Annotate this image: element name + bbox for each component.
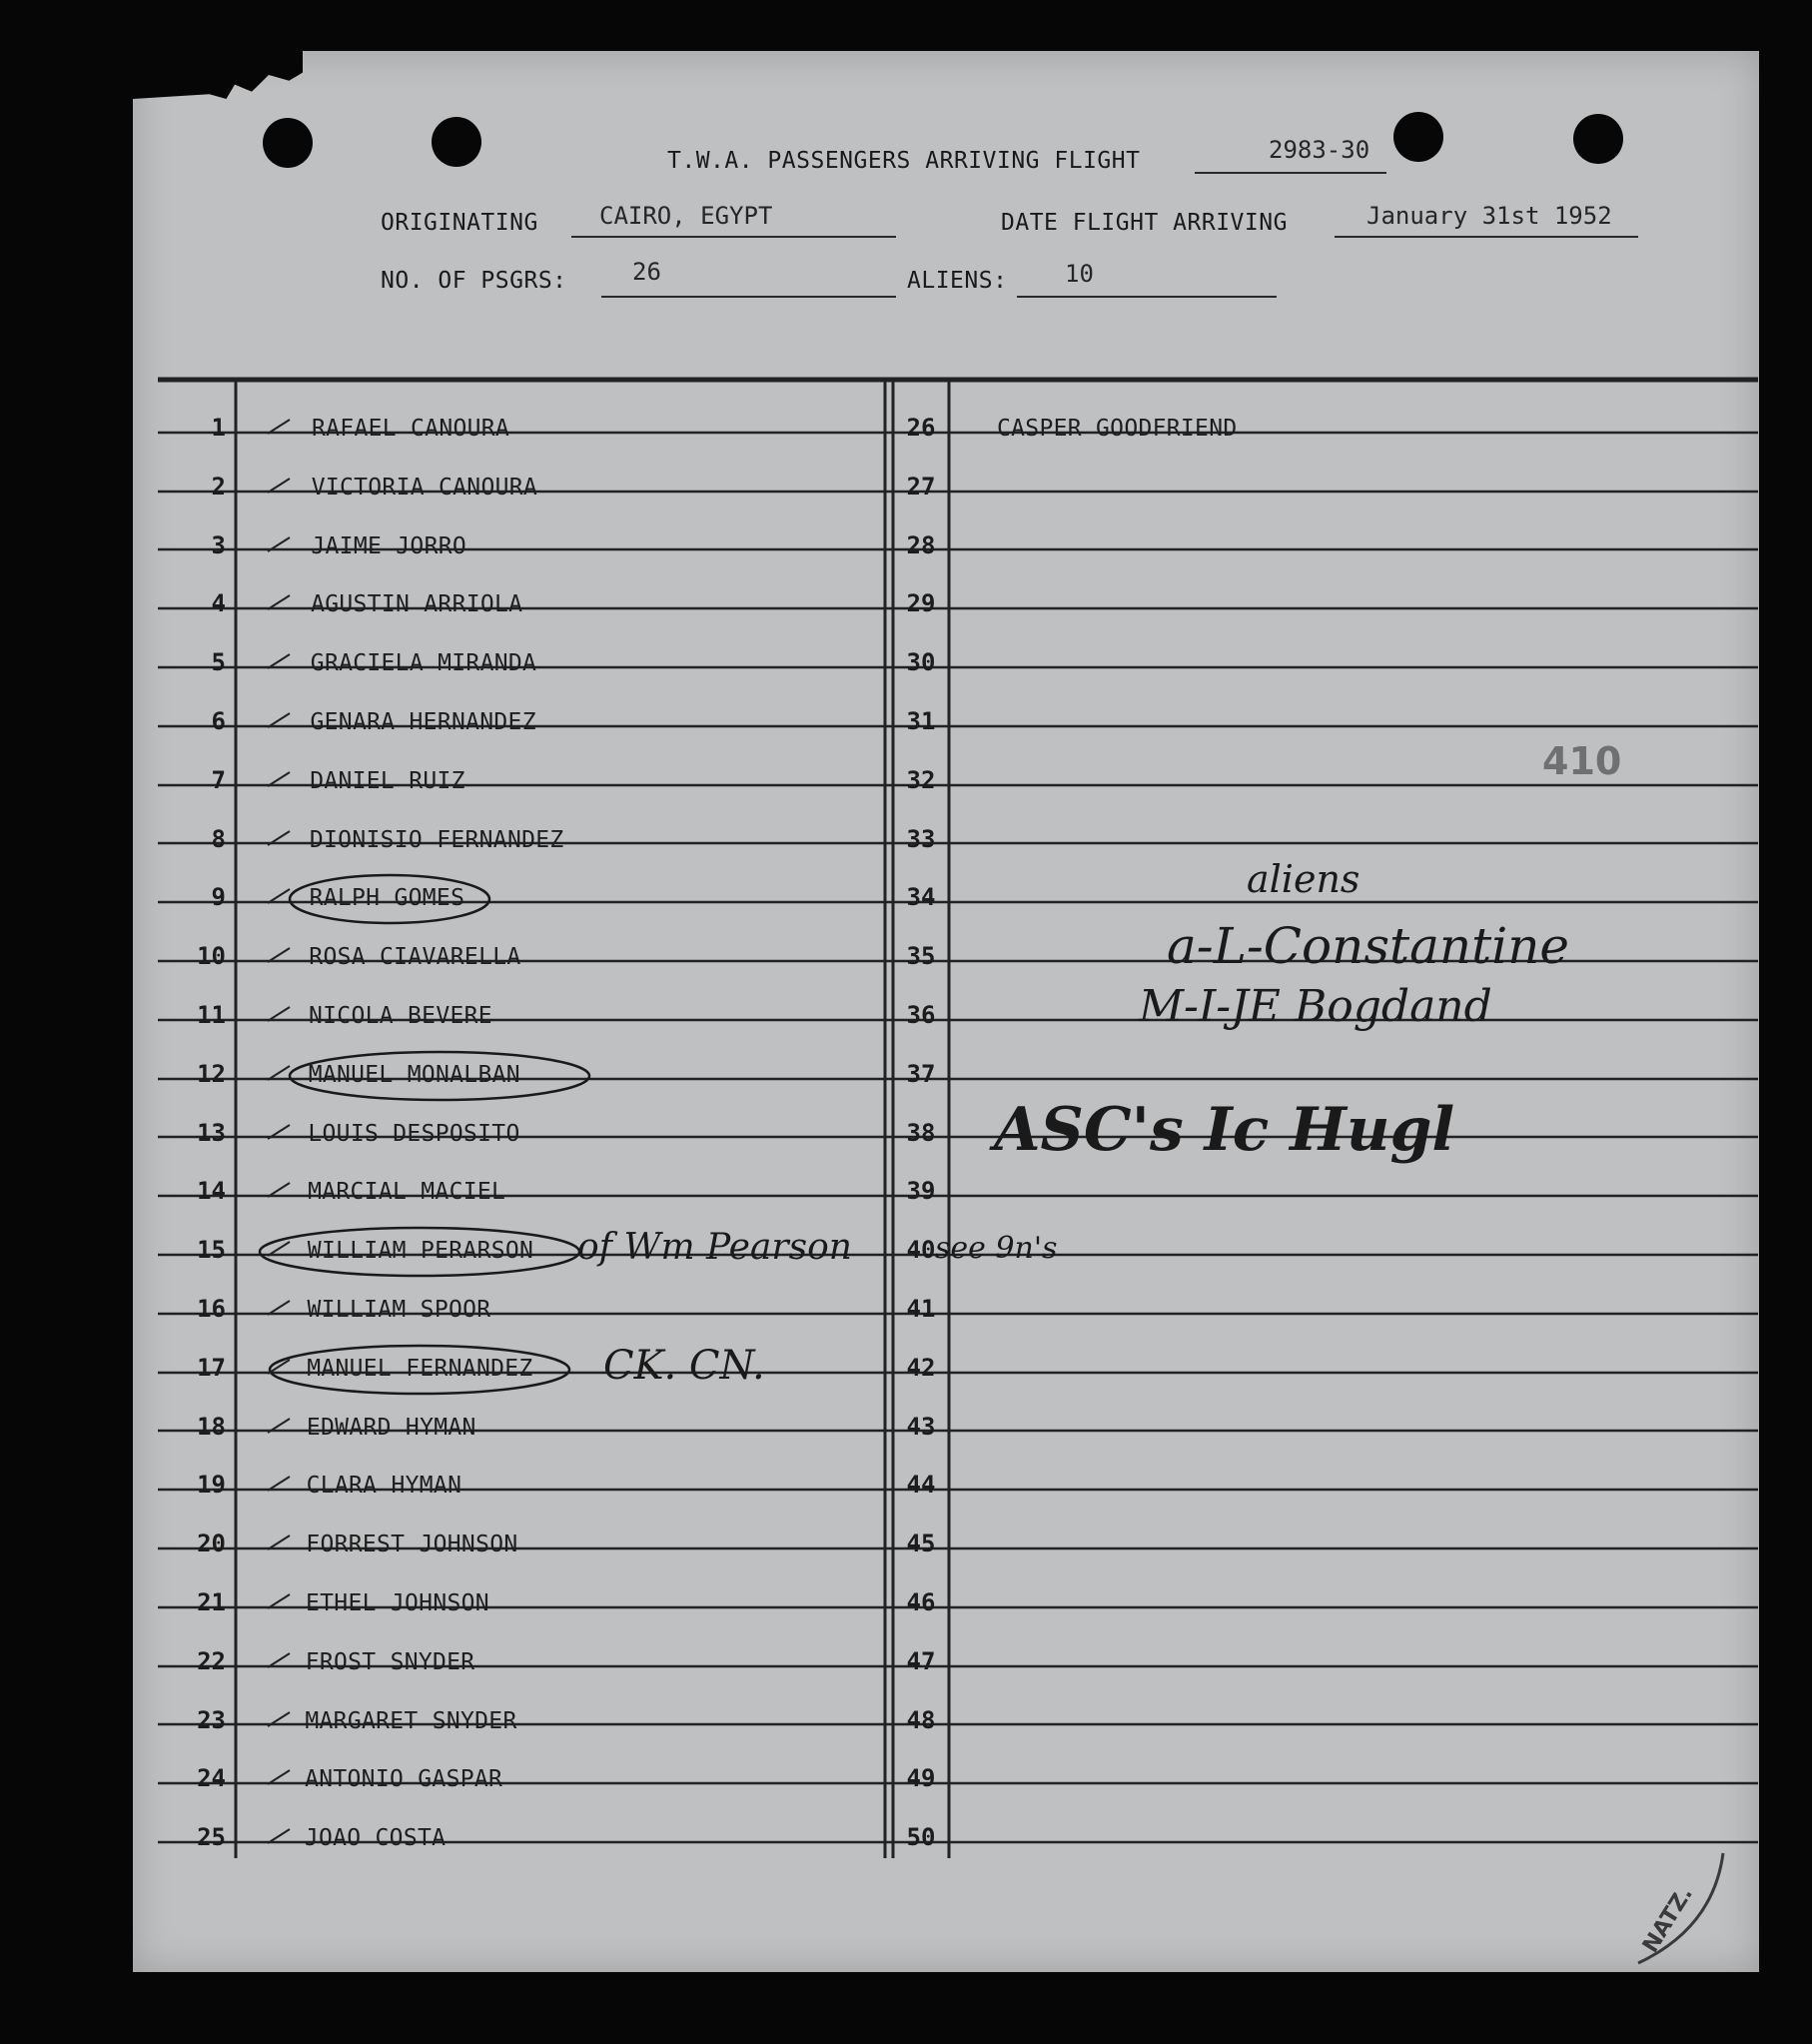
row-number: 21 [197, 1588, 226, 1616]
row-number: 47 [906, 1647, 936, 1675]
passenger-name: AGUSTIN ARRIOLA [311, 591, 523, 617]
row-number: 32 [906, 766, 936, 794]
row-number: 15 [197, 1236, 226, 1264]
aliens-underline [1017, 296, 1277, 298]
row-number: 36 [906, 1001, 936, 1029]
passenger-name: WILLIAM SPOOR [307, 1297, 491, 1323]
row-number: 30 [906, 648, 936, 676]
row-number: 40 [906, 1236, 936, 1264]
passenger-name: DANIEL RUIZ [310, 768, 465, 794]
row-number: 11 [197, 1001, 226, 1029]
row-number: 10 [197, 942, 226, 970]
aliens-value: 10 [1065, 260, 1094, 288]
handwritten-pearson: of Wm Pearson [577, 1227, 852, 1268]
row-number: 23 [197, 1706, 226, 1734]
handwritten-constantine: a-L-Constantine [1167, 917, 1570, 975]
row-number: 31 [906, 707, 936, 735]
passenger-name: EDWARD HYMAN [306, 1415, 476, 1441]
passenger-name: ETHEL JOHNSON [306, 1590, 489, 1616]
row-number: 35 [906, 942, 936, 970]
row-number: 18 [197, 1413, 226, 1441]
passenger-name: MANUEL MONALBAN [308, 1062, 520, 1088]
date-value: January 31st 1952 [1366, 202, 1612, 230]
punch-hole [1573, 114, 1623, 164]
punch-hole [432, 117, 481, 167]
row-number: 4 [211, 589, 226, 617]
form-title: T.W.A. PASSENGERS ARRIVING FLIGHT [667, 148, 1141, 174]
originating-label: ORIGINATING [381, 210, 538, 236]
row-number: 8 [211, 825, 226, 853]
row-number: 2 [211, 473, 226, 501]
passenger-name: MANUEL FERNANDEZ [307, 1356, 533, 1382]
passenger-name: VICTORIA CANOURA [311, 475, 538, 501]
torn-corner [133, 51, 303, 99]
passenger-name: CLARA HYMAN [306, 1473, 462, 1499]
handwritten-ck: CK. CN. [603, 1343, 765, 1389]
row-number: 20 [197, 1530, 226, 1557]
punch-hole [1393, 112, 1443, 162]
row-number: 1 [211, 414, 226, 442]
passenger-name: FORREST JOHNSON [306, 1532, 518, 1557]
handwritten-bogdand: M-I-JE Bogdand [1139, 981, 1492, 1032]
passenger-name: RALPH GOMES [309, 885, 465, 911]
stamp-number: 410 [1542, 739, 1622, 783]
date-underline [1335, 236, 1638, 238]
passenger-name: CASPER GOODFRIEND [997, 416, 1238, 442]
row-number: 39 [906, 1177, 936, 1205]
row-number: 24 [197, 1764, 226, 1792]
row-number: 33 [906, 825, 936, 853]
passenger-name: GRACIELA MIRANDA [310, 650, 537, 676]
row-number: 38 [906, 1119, 936, 1147]
row-number: 17 [197, 1354, 226, 1382]
row-number: 25 [197, 1823, 226, 1851]
row-number: 29 [906, 589, 936, 617]
row-number: 19 [197, 1471, 226, 1499]
row-number: 5 [211, 648, 226, 676]
row-number: 3 [211, 531, 226, 559]
row-number: 14 [197, 1177, 226, 1205]
natz-stamp: NATZ. [1638, 1882, 1698, 1958]
row-number: 13 [197, 1119, 226, 1147]
natz-stamp-arc [1618, 1848, 1738, 1968]
handwritten-see: see 9n's [935, 1231, 1058, 1266]
passenger-name: MARGARET SNYDER [305, 1708, 517, 1734]
passenger-name: JAIME JORRO [311, 533, 467, 559]
row-number: 7 [211, 766, 226, 794]
handwritten-asc: ASC's Ic Hugl [994, 1095, 1455, 1165]
row-number: 12 [197, 1060, 226, 1088]
passenger-name: RAFAEL CANOURA [312, 416, 510, 442]
aliens-label: ALIENS: [907, 268, 1008, 294]
passenger-name: WILLIAM PERARSON [307, 1238, 534, 1264]
passenger-name: FROST SNYDER [305, 1649, 475, 1675]
originating-underline [571, 236, 896, 238]
punch-hole [263, 118, 313, 168]
passenger-name: ANTONIO GASPAR [305, 1766, 503, 1792]
row-number: 16 [197, 1295, 226, 1323]
row-number: 37 [906, 1060, 936, 1088]
psgrs-label: NO. OF PSGRS: [381, 268, 567, 294]
psgrs-value: 26 [632, 258, 661, 286]
passenger-name: MARCIAL MACIEL [308, 1179, 506, 1205]
passenger-name: DIONISIO FERNANDEZ [309, 827, 564, 853]
row-number: 49 [906, 1764, 936, 1792]
row-number: 22 [197, 1647, 226, 1675]
psgrs-underline [601, 296, 896, 298]
flight-number-underline [1195, 172, 1386, 174]
row-number: 48 [906, 1706, 936, 1734]
handwritten-aliens: aliens [1247, 857, 1360, 901]
row-number: 6 [211, 707, 226, 735]
row-number: 9 [211, 883, 226, 911]
passenger-name: GENARA HERNANDEZ [310, 709, 536, 735]
row-number: 50 [906, 1823, 936, 1851]
row-number: 26 [906, 414, 936, 442]
row-number: 28 [906, 531, 936, 559]
date-label: DATE FLIGHT ARRIVING [1001, 210, 1288, 236]
passenger-name: NICOLA BEVERE [309, 1003, 492, 1029]
row-number: 42 [906, 1354, 936, 1382]
passenger-name: ROSA CIAVARELLA [309, 944, 521, 970]
row-number: 44 [906, 1471, 936, 1499]
row-number: 46 [906, 1588, 936, 1616]
passenger-name: JOAO COSTA [304, 1825, 447, 1851]
row-number: 43 [906, 1413, 936, 1441]
row-number: 34 [906, 883, 936, 911]
originating-value: CAIRO, EGYPT [599, 202, 773, 230]
flight-number: 2983-30 [1269, 136, 1370, 164]
row-number: 41 [906, 1295, 936, 1323]
row-number: 45 [906, 1530, 936, 1557]
passenger-name: LOUIS DESPOSITO [308, 1121, 520, 1147]
row-number: 27 [906, 473, 936, 501]
